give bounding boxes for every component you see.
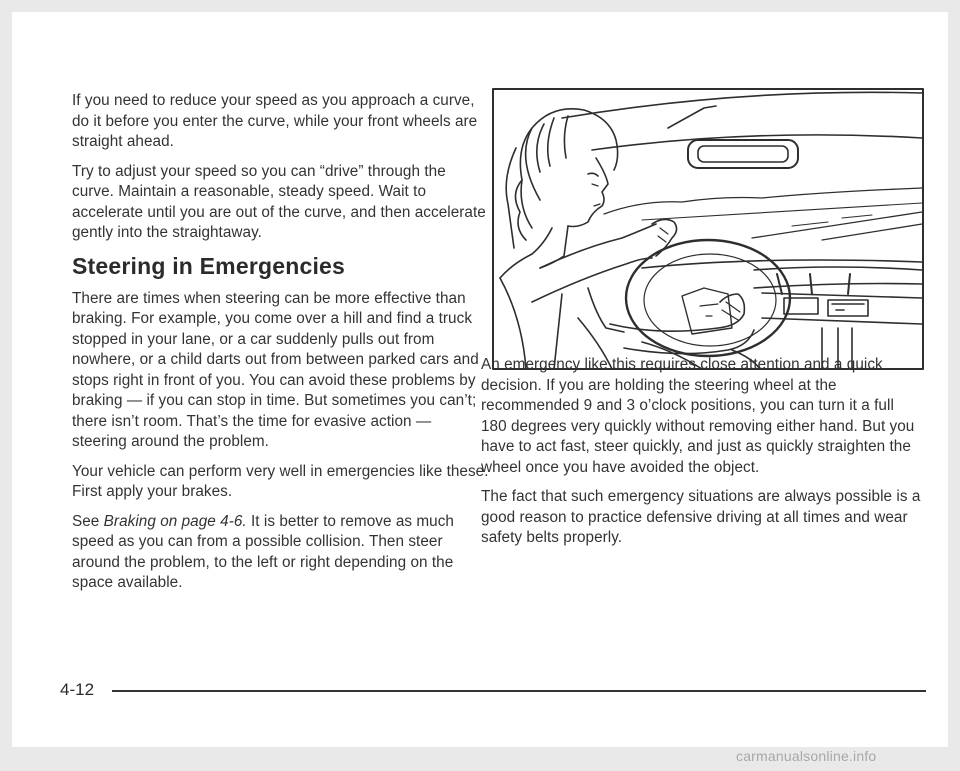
watermark: carmanualsonline.info bbox=[736, 748, 877, 764]
paragraph-curve-speed: If you need to reduce your speed as you approach a curve, do it before you enter the curve, while your front wheels are straight ahead. bbox=[72, 92, 478, 150]
paragraph-steering-effective: There are times when steering can be more effective than braking. For example, you come over a hill and find a truck stopped in your lane, or a car suddenly pulls out from nowhere, or a child darts out from between parked cars and stops right in front of you. You can avoid these problems by braking — if you can stop in time. But sometimes you can’t; there isn’t room. That’s the time for evasive action — steering around the problem. bbox=[72, 289, 479, 450]
see-prefix: See bbox=[72, 512, 104, 530]
paragraph-emergency-attention: An emergency like this requires close attention and a quick decision. If you are holding the steering wheel at the recommended 9 and 3 o’clock positions, you can turn it a full 180 degrees very quickly without removing either hand. But you have to act fast, steer quickly, and just as quickly straighten the wheel once you have avoided the object. bbox=[481, 356, 915, 476]
paragraph-defensive-driving: The fact that such emergency situations are always possible is a good reason to practice defensive driving at all times and wear safety belts properly. bbox=[481, 488, 921, 546]
driver-steering-illustration bbox=[492, 88, 924, 370]
footer-rule bbox=[112, 690, 926, 692]
paragraph-see-braking bbox=[72, 512, 490, 594]
right-column bbox=[481, 355, 923, 558]
section-heading: Steering in Emergencies bbox=[72, 252, 346, 279]
braking-reference-link[interactable]: Braking on page 4-6. bbox=[103, 512, 247, 530]
page-number: 4-12 bbox=[60, 680, 95, 699]
paragraph-apply-brakes: Your vehicle can perform very well in emergencies like these. First apply your brakes. bbox=[72, 462, 489, 500]
left-column bbox=[72, 91, 490, 603]
manual-page bbox=[12, 12, 948, 747]
see-rest: It is better to remove as much speed as you can from a possible collision. Then steer around the problem, to the left or right depending on the space available. bbox=[72, 512, 454, 591]
paragraph-adjust-speed: Try to adjust your speed so you can “drive” through the curve. Maintain a reasonable, steady speed. Wait to accelerate until you are out of the curve, and then accelerate gently into the straightaway. bbox=[72, 162, 486, 241]
